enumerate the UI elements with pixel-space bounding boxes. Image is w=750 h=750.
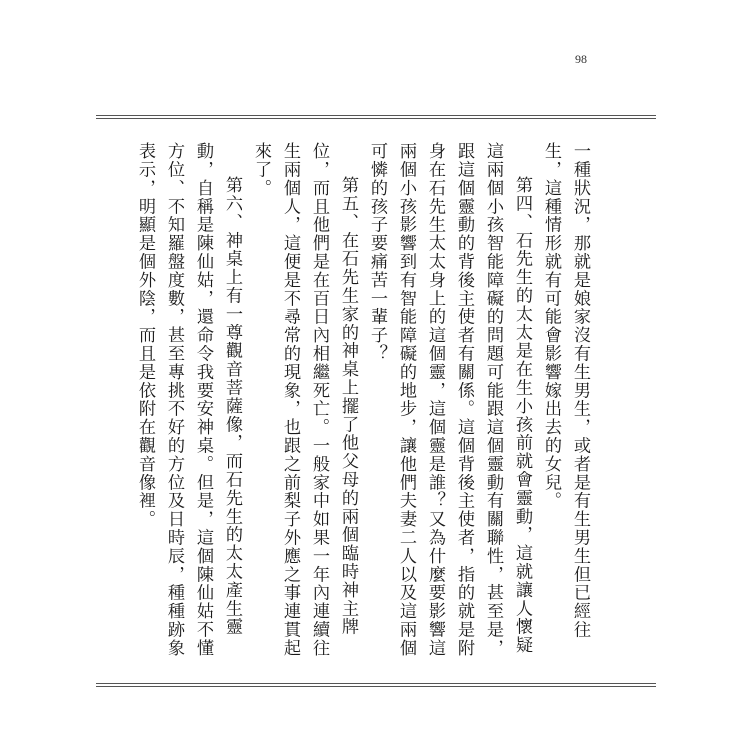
paragraph-2: 第四、石先生的太太是在生小孩前就會靈動，這就讓人懷疑這兩個小孩智能障礙的問題可能跟這個靈動有關聯性，甚至是，跟這個靈動的背後主使者有關係。這個背後主使者，指的就是附身在石先生太太身上的這個靈，這個靈是誰？又為什麼要影響這兩個小孩影響到有智能障礙的地步，讓他們夫妻二人以及這兩個可憐的孩子要痛苦一輩子？ [367, 142, 532, 658]
vertical-text-body [135, 142, 594, 667]
page-number: 98 [575, 52, 587, 66]
paragraph-3: 第五、在石先生家的神桌上擺了他父母的兩個臨時神主牌位，而且他們是在百日內相繼死亡。一般家中如果一年內連續往生兩個人，這便是不尋常的現象，也跟之前梨子外應之事連貫起來了。 [251, 142, 358, 658]
top-rule [96, 115, 656, 119]
paragraph-1: 一種狀況，那就是娘家沒有生男生，或者是有生男生但已經往生，這種情形就有可能會影響嫁出去的女兒。 [541, 142, 590, 639]
bottom-rule [96, 683, 656, 687]
paragraph-4: 第六、神桌上有一尊觀音菩薩像，而石先生的太太產生靈動，自稱是陳仙姑，還命令我要安神桌。但是，這個陳仙姑不懂方位、不知羅盤度數，甚至專挑不好的方位及日時辰，種種跡象表示，明顯是個外陰，而且是依附在觀音像裡。 [135, 142, 242, 658]
